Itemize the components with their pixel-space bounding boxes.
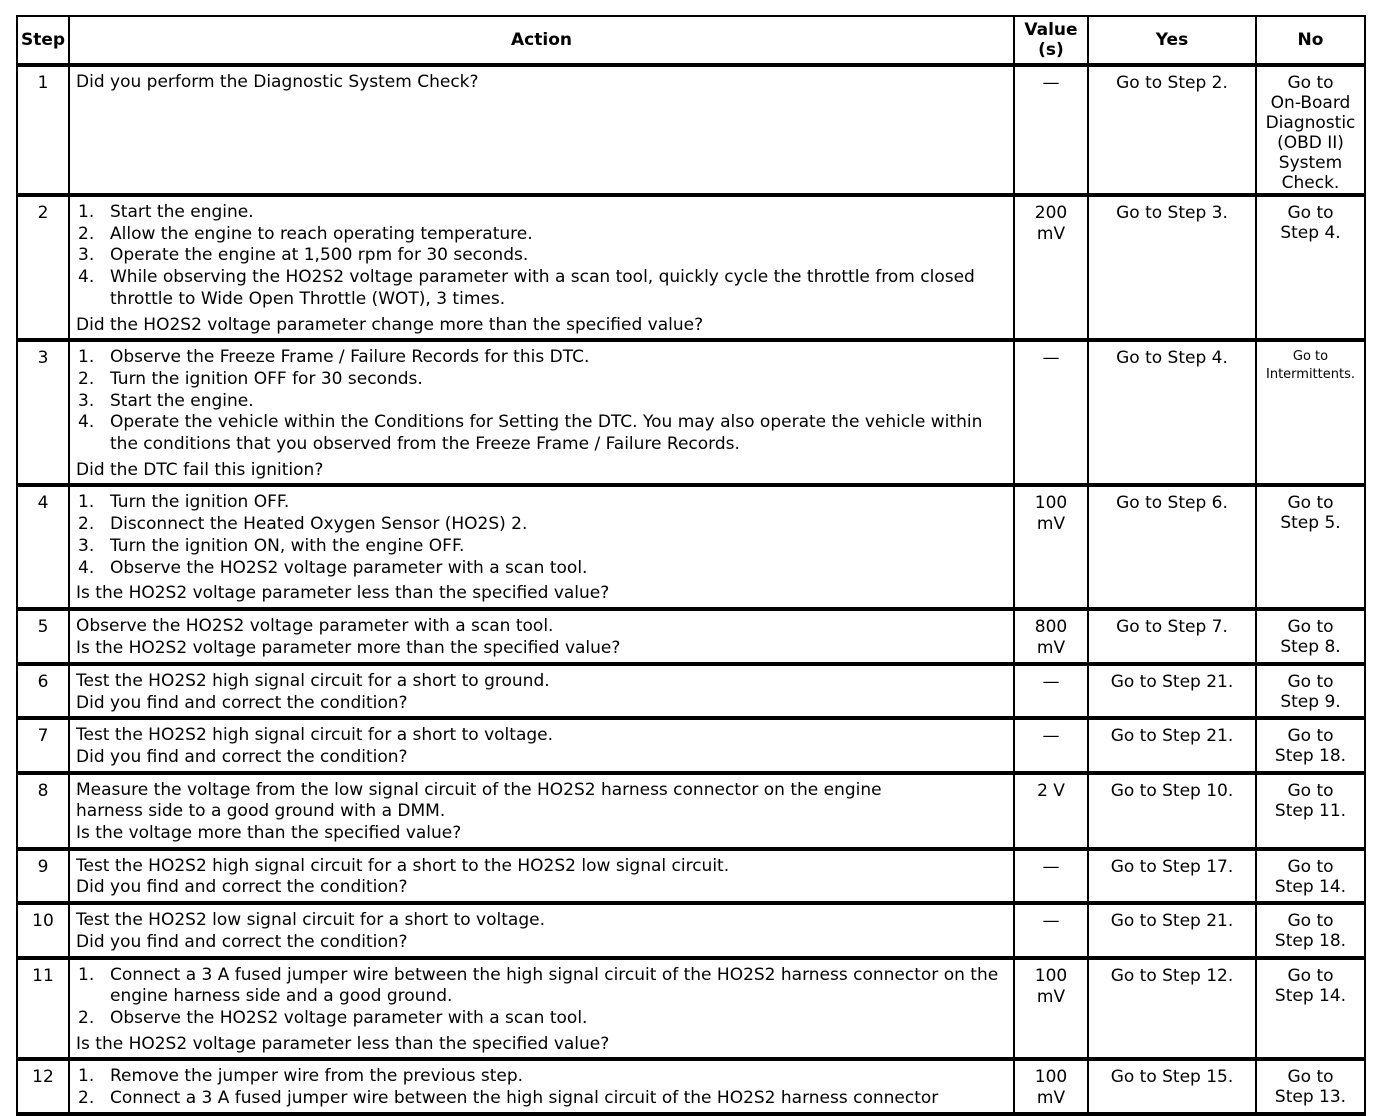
action-step — [76, 558, 1007, 580]
action-line: Did you find and correct the condition? — [76, 746, 408, 767]
step-number: 9 — [17, 849, 69, 903]
yes-cell: Go to Step 21. — [1088, 664, 1256, 718]
action-line: Test the HO2S2 high signal circuit for a short to ground. — [76, 670, 550, 691]
no-line: (OBD II) — [1277, 133, 1344, 153]
action-step-text: Connect a 3 A fused jumper wire between the high signal circuit of the HO2S2 harness connector on the engine harness side and a good ground. — [110, 964, 999, 1007]
action-step-text: Turn the ignition OFF. — [110, 492, 290, 513]
action-question: Is the HO2S2 voltage parameter less than the specified value? — [76, 583, 610, 604]
action-line: Is the voltage more than the specified value? — [76, 823, 462, 844]
value-line: 800 — [1034, 617, 1068, 638]
value-line: mV — [1036, 224, 1066, 244]
yes-cell: Go to Step 4. — [1088, 340, 1256, 485]
action-cell — [69, 773, 1014, 849]
action-step — [76, 492, 1007, 514]
header-value — [1014, 16, 1088, 65]
action-step-number: 2. — [78, 1088, 95, 1109]
header-no: No — [1256, 16, 1365, 65]
action-step-number: 2. — [78, 514, 95, 535]
step-number: 5 — [17, 609, 69, 663]
no-line: Step 18. — [1274, 931, 1347, 952]
step-number: 7 — [17, 718, 69, 772]
action-step — [76, 267, 1007, 310]
action-step-text: Turn the ignition OFF for 30 seconds. — [110, 368, 423, 389]
no-line: Step 4. — [1280, 223, 1341, 243]
value-line: — — [1042, 726, 1060, 747]
action-step-text: Remove the jumper wire from the previous step. — [110, 1066, 524, 1087]
no-line: Go to — [1287, 1067, 1334, 1088]
yes-cell: Go to Step 15. — [1088, 1059, 1256, 1114]
no-line: Step 5. — [1280, 513, 1341, 534]
action-step-number: 4. — [78, 412, 95, 433]
value-line: mV — [1036, 514, 1066, 535]
no-cell — [1256, 485, 1365, 609]
action-cell — [69, 1059, 1014, 1114]
action-cell — [69, 340, 1014, 485]
no-cell — [1256, 958, 1365, 1060]
action-line: Test the HO2S2 low signal circuit for a short to voltage. — [76, 910, 545, 931]
action-step-text: Observe the HO2S2 voltage parameter with a scan tool. — [110, 557, 588, 578]
action-step — [76, 391, 1007, 413]
action-cell — [69, 903, 1014, 957]
no-cell — [1256, 664, 1365, 718]
value-line: 100 — [1034, 493, 1068, 514]
action-steps-list — [76, 965, 1007, 1030]
table-row — [17, 958, 1365, 1060]
no-cell — [1256, 65, 1365, 195]
action-steps-list — [76, 202, 1007, 311]
no-cell — [1256, 340, 1365, 485]
no-line: Intermittents. — [1266, 367, 1355, 383]
no-line: Check. — [1281, 173, 1340, 193]
action-step-text: While observing the HO2S2 voltage parameter with a scan tool, quickly cycle the throttle from closed throttle to Wide Open Throttle (WOT), 3 times. — [110, 267, 975, 309]
no-line: On-Board — [1270, 93, 1351, 113]
action-step-text: Connect a 3 A fused jumper wire between the high signal circuit of the HO2S2 harness connector — [110, 1088, 939, 1109]
action-step-number: 3. — [78, 245, 95, 266]
action-step-text: Observe the Freeze Frame / Failure Records for this DTC. — [110, 347, 590, 368]
table-row — [17, 664, 1365, 718]
table-row — [17, 340, 1365, 485]
diagnostic-table — [16, 15, 1366, 1116]
header-step: Step — [17, 16, 69, 65]
no-cell — [1256, 773, 1365, 849]
step-number: 12 — [17, 1059, 69, 1114]
header-action: Action — [69, 16, 1014, 65]
no-line: Go to — [1287, 965, 1334, 986]
value-cell — [1014, 485, 1088, 609]
action-line: Did you find and correct the condition? — [76, 877, 408, 898]
table-row — [17, 485, 1365, 609]
action-question: Is the HO2S2 voltage parameter less than the specified value? — [76, 1033, 610, 1054]
action-question: Did the HO2S2 voltage parameter change more than the specified value? — [76, 314, 704, 335]
value-cell — [1014, 718, 1088, 772]
action-step — [76, 202, 1007, 224]
action-cell — [69, 958, 1014, 1060]
action-step-number: 4. — [78, 557, 95, 578]
step-number: 2 — [17, 195, 69, 340]
value-line: — — [1042, 911, 1060, 932]
no-cell — [1256, 718, 1365, 772]
value-line: mV — [1036, 638, 1066, 659]
action-line: Observe the HO2S2 voltage parameter with a scan tool. — [76, 616, 554, 637]
action-cell — [69, 664, 1014, 718]
action-step — [76, 412, 1007, 455]
table-row — [17, 195, 1365, 340]
value-line: 200 — [1034, 203, 1068, 223]
no-cell — [1256, 1059, 1365, 1114]
no-line: Step 8. — [1280, 637, 1341, 658]
yes-cell: Go to Step 7. — [1088, 609, 1256, 663]
no-line: Go to — [1287, 73, 1334, 93]
table-row — [17, 849, 1365, 903]
no-line: Step 14. — [1274, 985, 1347, 1006]
table-header-row — [17, 16, 1365, 65]
action-step-number: 3. — [78, 390, 95, 411]
value-line: — — [1042, 348, 1060, 369]
action-step-text: Allow the engine to reach operating temperature. — [110, 223, 533, 244]
action-cell — [69, 485, 1014, 609]
yes-cell: Go to Step 10. — [1088, 773, 1256, 849]
step-number: 3 — [17, 340, 69, 485]
action-line: Did you perform the Diagnostic System Check? — [76, 72, 479, 92]
no-line: Step 9. — [1280, 691, 1341, 712]
action-step — [76, 965, 1007, 1008]
action-step-number: 4. — [78, 267, 95, 288]
table-row — [17, 903, 1365, 957]
action-cell — [69, 609, 1014, 663]
action-line: harness side to a good ground with a DMM. — [76, 801, 446, 822]
action-step-text: Start the engine. — [110, 202, 254, 222]
action-step — [76, 1008, 1007, 1030]
action-step-text: Start the engine. — [110, 390, 254, 411]
no-line: Go to — [1287, 671, 1334, 692]
step-number: 8 — [17, 773, 69, 849]
action-steps-list — [76, 492, 1007, 579]
action-step-text: Turn the ignition ON, with the engine OFF. — [110, 535, 465, 556]
action-step-text: Operate the engine at 1,500 rpm for 30 seconds. — [110, 245, 529, 266]
action-cell — [69, 195, 1014, 340]
action-step-text: Operate the vehicle within the Conditions for Setting the DTC. You may also operate the vehicle within the conditions that you observed from the Freeze Frame / Failure Records. — [110, 412, 983, 455]
no-cell — [1256, 609, 1365, 663]
no-line: Go to — [1287, 911, 1334, 932]
step-number: 1 — [17, 65, 69, 195]
no-line: Step 18. — [1274, 746, 1347, 767]
action-step — [76, 1066, 1007, 1088]
value-line: mV — [1036, 1088, 1066, 1109]
value-cell — [1014, 773, 1088, 849]
action-step — [76, 369, 1007, 391]
action-question: Did the DTC fail this ignition? — [76, 459, 324, 480]
action-line: Did you find and correct the condition? — [76, 692, 408, 713]
value-cell — [1014, 1059, 1088, 1114]
no-line: Go to — [1287, 493, 1334, 514]
table-row — [17, 65, 1365, 195]
yes-cell: Go to Step 17. — [1088, 849, 1256, 903]
value-cell — [1014, 340, 1088, 485]
action-line: Test the HO2S2 high signal circuit for a short to the HO2S2 low signal circuit. — [76, 855, 730, 876]
no-line: Step 13. — [1274, 1087, 1347, 1108]
action-step-number: 2. — [78, 1007, 95, 1028]
value-line: — — [1042, 671, 1060, 692]
value-cell — [1014, 664, 1088, 718]
table-row — [17, 773, 1365, 849]
no-line: Go to — [1287, 780, 1334, 801]
action-step-number: 1. — [78, 202, 95, 222]
action-step-number: 1. — [78, 1066, 95, 1087]
yes-cell: Go to Step 21. — [1088, 718, 1256, 772]
action-step — [76, 1088, 1007, 1110]
yes-cell: Go to Step 3. — [1088, 195, 1256, 340]
action-line: Is the HO2S2 voltage parameter more than the specified value? — [76, 638, 621, 659]
value-cell — [1014, 609, 1088, 663]
action-step-text: Observe the HO2S2 voltage parameter with a scan tool. — [110, 1007, 588, 1028]
no-line: Go to — [1287, 856, 1334, 877]
value-cell — [1014, 849, 1088, 903]
no-line: Go to — [1287, 726, 1334, 747]
value-cell — [1014, 958, 1088, 1060]
action-step — [76, 514, 1007, 536]
value-line: 100 — [1034, 965, 1068, 986]
step-number: 11 — [17, 958, 69, 1060]
action-cell — [69, 65, 1014, 195]
table-row — [17, 718, 1365, 772]
yes-cell: Go to Step 12. — [1088, 958, 1256, 1060]
no-cell — [1256, 849, 1365, 903]
value-cell — [1014, 65, 1088, 195]
action-line: Measure the voltage from the low signal circuit of the HO2S2 harness connector on the engine — [76, 779, 882, 800]
value-line: 2 V — [1037, 780, 1065, 801]
no-cell — [1256, 195, 1365, 340]
action-step-number: 1. — [78, 964, 95, 985]
no-line: Go to — [1287, 617, 1334, 638]
no-line: Go to — [1287, 203, 1334, 223]
header-yes: Yes — [1088, 16, 1256, 65]
action-step-number: 2. — [78, 368, 95, 389]
value-cell — [1014, 195, 1088, 340]
action-step-number: 1. — [78, 347, 95, 368]
action-line: Did you find and correct the condition? — [76, 931, 408, 952]
action-cell — [69, 849, 1014, 903]
action-step-number: 1. — [78, 492, 95, 513]
action-steps-list — [76, 1066, 1007, 1109]
action-steps-list — [76, 347, 1007, 456]
header-value-line2: (s) — [1038, 40, 1064, 60]
yes-cell: Go to Step 6. — [1088, 485, 1256, 609]
table-row — [17, 609, 1365, 663]
value-line: mV — [1036, 986, 1066, 1007]
no-cell — [1256, 903, 1365, 957]
value-line: — — [1042, 73, 1060, 93]
action-line: Test the HO2S2 high signal circuit for a short to voltage. — [76, 725, 554, 746]
action-step — [76, 224, 1007, 246]
step-number: 10 — [17, 903, 69, 957]
header-value-line1: Value — [1024, 20, 1078, 40]
table-row — [17, 1059, 1365, 1114]
value-line: 100 — [1034, 1067, 1068, 1088]
yes-cell: Go to Step 21. — [1088, 903, 1256, 957]
step-number: 6 — [17, 664, 69, 718]
value-line: — — [1042, 856, 1060, 877]
step-number: 4 — [17, 485, 69, 609]
no-line: System — [1278, 153, 1343, 173]
action-cell — [69, 718, 1014, 772]
action-step-text: Disconnect the Heated Oxygen Sensor (HO2S) 2. — [110, 514, 528, 535]
no-line: Diagnostic — [1265, 113, 1356, 133]
no-line: Step 11. — [1274, 800, 1347, 821]
yes-cell: Go to Step 2. — [1088, 65, 1256, 195]
action-step-number: 2. — [78, 223, 95, 244]
action-step — [76, 536, 1007, 558]
no-line: Go to — [1292, 349, 1329, 365]
action-step — [76, 245, 1007, 267]
value-cell — [1014, 903, 1088, 957]
no-line: Step 14. — [1274, 876, 1347, 897]
action-step-number: 3. — [78, 535, 95, 556]
action-step — [76, 347, 1007, 369]
